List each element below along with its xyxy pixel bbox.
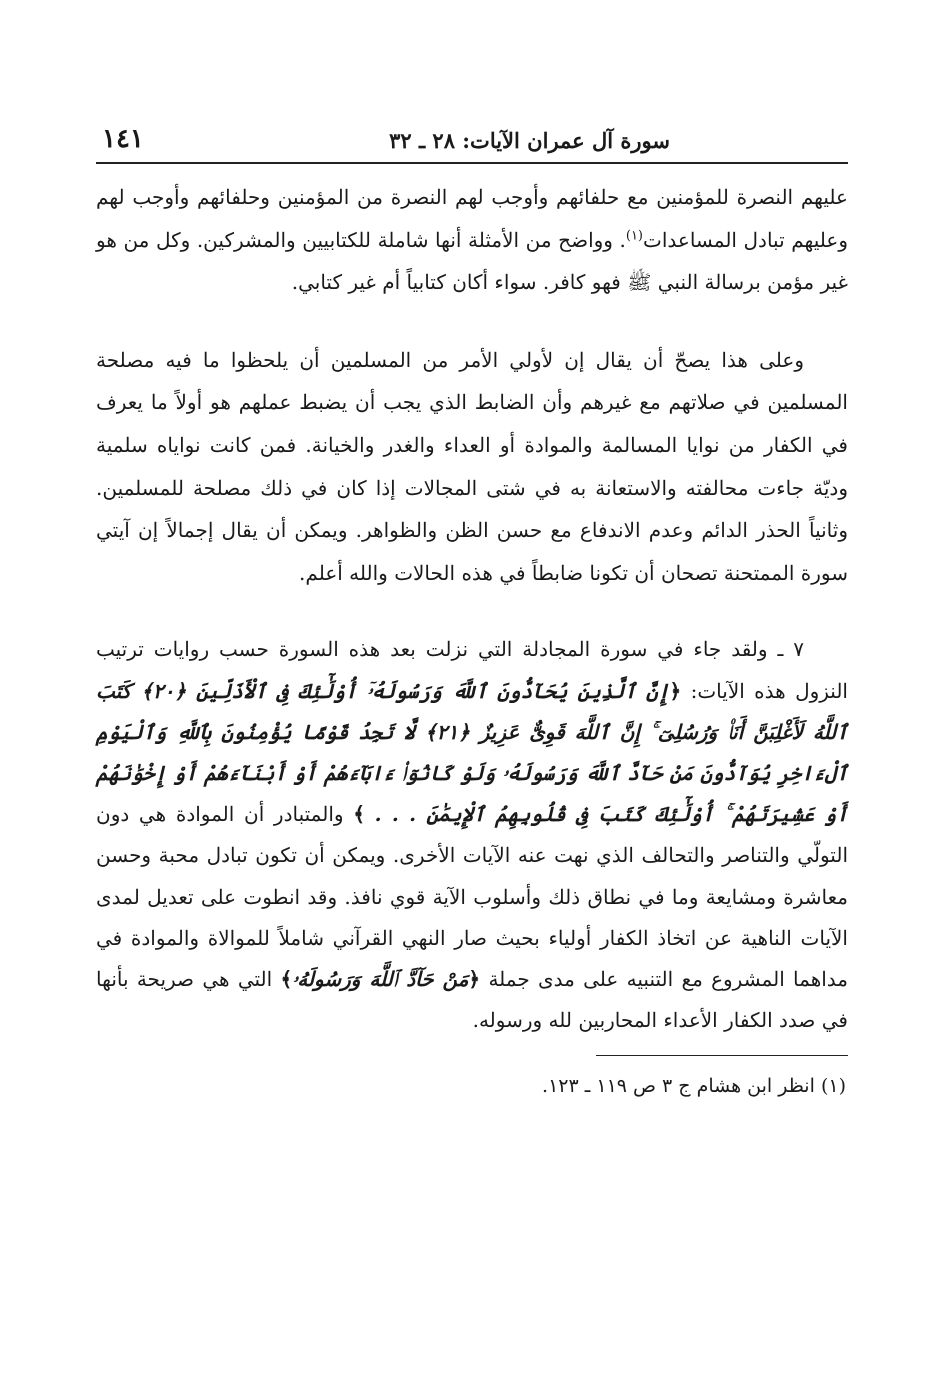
paragraph-1-continued: . وواضح من الأمثلة أنها شاملة للكتابيين والمشركين. وكل من هو غير مؤمن برسالة النبي ﷺ فهو كافر. سواء أكان كتابياً أم غير كتابي.	[96, 227, 848, 295]
paragraph-1	[96, 176, 848, 304]
page-number: ١٤١	[102, 124, 144, 154]
quran-open-bracket: ﴿	[669, 678, 682, 703]
page-header	[96, 118, 848, 164]
quran-close-bracket: ﴾	[353, 802, 365, 827]
paragraph-3-commentary: والمتبادر أن الموادة هي دون التولّي والتناصر والتحالف الذي نهت عنه الآيات الأخرى. ويمكن أن تكون تبادل محبة وحسن معاشرة ومشايعة وما في نطاق ذلك وأسلوب الآية قوي نافذ. وقد انطوت على تعديل لمدى الآيات الناهية عن اتخاذ الكفار أولياء بحيث صار النهي القرآني شاملاً للموالاة والموادة في مداهما المشروع مع التنبيه على مدى جملة	[96, 802, 849, 991]
paragraph-gap	[96, 594, 848, 629]
footnote-number: (١)	[820, 1075, 846, 1098]
footnote-reference: (١)	[625, 227, 643, 243]
footnote-text: انظر ابن هشام ج ٣ ص ١١٩ ـ ١٢٣.	[542, 1075, 815, 1098]
book-page	[96, 118, 848, 1100]
page-body	[96, 176, 848, 1041]
quote-open-bracket: ﴿	[468, 966, 481, 991]
paragraph-3-intro: ٧ ـ ولقد جاء في سورة المجادلة التي نزلت بعد هذه السورة حسب روايات ترتيب النزول هذه الآيات:	[96, 637, 848, 703]
quran-verses: إِنَّ ٱلَّذِينَ يُحَآدُّونَ ٱللَّهَ وَرَسُولَهُۥٓ أُوْلَٰٓئِكَ فِى ٱلْأَذَلِّينَ ﴿٢٠﴾ كَتَبَ ٱللَّهُ لَأَغْلِبَنَّ أَنَا۠ وَرُسُلِىٓ ۚ إِنَّ ٱللَّهَ قَوِىٌّ عَزِيزٌ ﴿٢١﴾ لَّا تَجِدُ قَوْمًا يُؤْمِنُونَ بِٱللَّهِ وَٱلْيَوْمِ ٱلْءَاخِرِ يُوَآدُّونَ مَنْ حَآدَّ ٱللَّهَ وَرَسُولَهُۥ وَلَوْ كَانُوٓا۟ ءَابَآءَهُمْ أَوْ أَبْنَآءَهُمْ أَوْ إِخْوَٰنَهُمْ أَوْ عَشِيرَتَهُمْ ۚ أُوْلَٰٓئِكَ كَتَبَ فِى قُلُوبِهِمُ ٱلْإِيمَٰنَ . . .	[96, 678, 848, 827]
paragraph-3	[96, 629, 848, 1041]
footnote	[96, 1072, 846, 1100]
running-title: سورة آل عمران الآيات: ٢٨ ـ ٣٢	[389, 128, 670, 153]
paragraph-gap	[96, 304, 848, 339]
footnote-divider	[596, 1055, 848, 1056]
paragraph-2: وعلى هذا يصحّ أن يقال إن لأولي الأمر من المسلمين أن يلحظوا ما فيه مصلحة المسلمين في صلاتهم مع غيرهم وأن الضابط الذي يجب أن يضبط عملهم هو أولاً ما يعرف في الكفار من نوايا المسالمة والموادة أو العداء والغدر والخيانة. فمن كانت نواياه سلمية وديّة جاءت محالفته والاستعانة به في شتى المجالات إذا كان في ذلك مصلحة للمسلمين. وثانياً الحذر الدائم وعدم الاندفاع مع حسن الظن والظواهر. ويمكن أن يقال إجمالاً إن آيتي سورة الممتحنة تصحان أن تكونا ضابطاً في هذه الحالات والله أعلم.	[96, 347, 848, 585]
paragraph-1-text: عليهم النصرة للمؤمنين مع حلفائهم وأوجب لهم النصرة من المؤمنين وحلفائهم وأوجب لهم وعليهم تبادل المساعدات	[96, 185, 848, 252]
paragraph-3-ending: التي هي صريحة بأنها في صدد الكفار الأعداء المحاربين لله ورسوله.	[96, 966, 848, 1033]
quote-close-bracket: ﴾	[280, 966, 293, 991]
quran-quote: مَنْ حَآدَّ ٱللَّهَ وَرَسُولَهُۥ	[292, 966, 469, 991]
